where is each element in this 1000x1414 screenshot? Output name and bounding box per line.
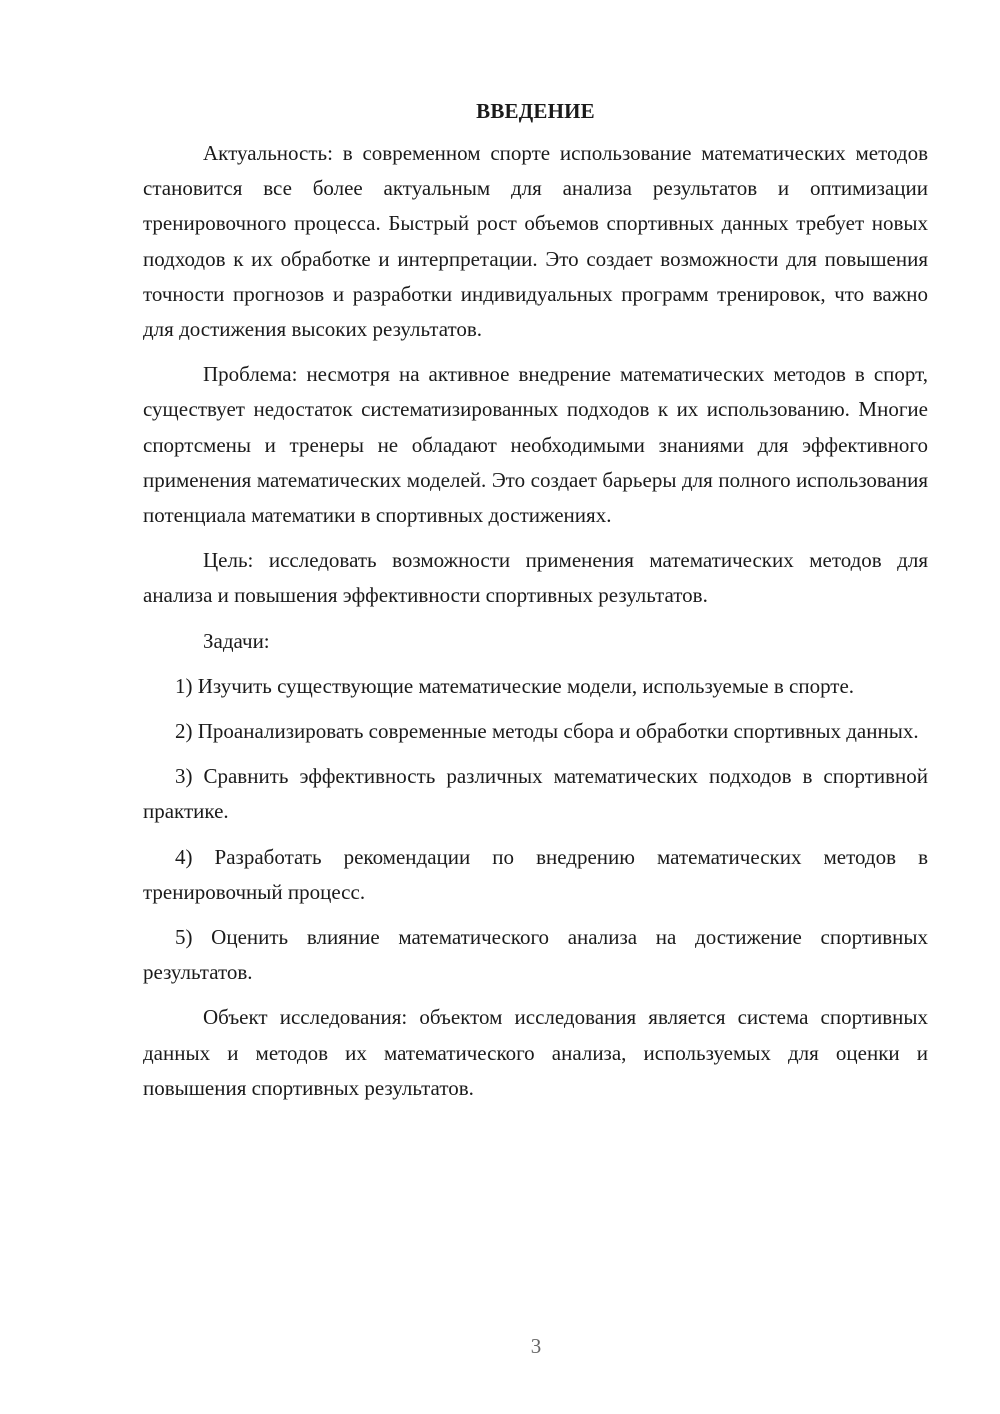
tasks-heading: Задачи:	[203, 628, 270, 653]
page-number: 3	[530, 1334, 542, 1358]
task-item-3: 3) Сравнить эффективность различных математических подходов в спортивной практике.	[143, 764, 928, 824]
object-paragraph: Объект исследования: объектом исследования является система спортивных данных и методов их математического анализа, используемых для оценки и повышения спортивных результатов.	[143, 1005, 928, 1100]
relevance-paragraph: Актуальность: в современном спорте использование математических методов становится все более актуальным для анализа результатов и оптимизации тренировочного процесса. Быстрый рост объемов спортивных данных требует новых подходов к их обработке и интерпретации. Это создает возможности для повышения точности прогнозов и разработки индивидуальных программ тренировок, что важно для достижения высоких результатов.	[143, 141, 928, 342]
task-item-2: 2) Проанализировать современные методы сбора и обработки спортивных данных.	[175, 719, 919, 744]
task-item-1: 1) Изучить существующие математические модели, используемые в спорте.	[175, 673, 855, 698]
tasks-list	[143, 669, 928, 991]
task-item-4: 4) Разработать рекомендации по внедрению математических методов в тренировочный процесс.	[143, 844, 928, 904]
page-content	[143, 94, 928, 1116]
problem-paragraph: Проблема: несмотря на активное внедрение математических методов в спорт, существует недостаток систематизированных подходов к их использованию. Многие спортсмены и тренеры не обладают необходимыми знаниями для эффективного применения математических моделей. Это создает барьеры для полного использования потенциала математики в спортивных достижениях.	[143, 362, 928, 528]
task-item-5: 5) Оценить влияние математического анализа на достижение спортивных результатов.	[143, 925, 928, 985]
section-title: ВВЕДЕНИЕ	[476, 99, 595, 123]
goal-paragraph: Цель: исследовать возможности применения математических методов для анализа и повышения эффективности спортивных результатов.	[143, 548, 928, 608]
